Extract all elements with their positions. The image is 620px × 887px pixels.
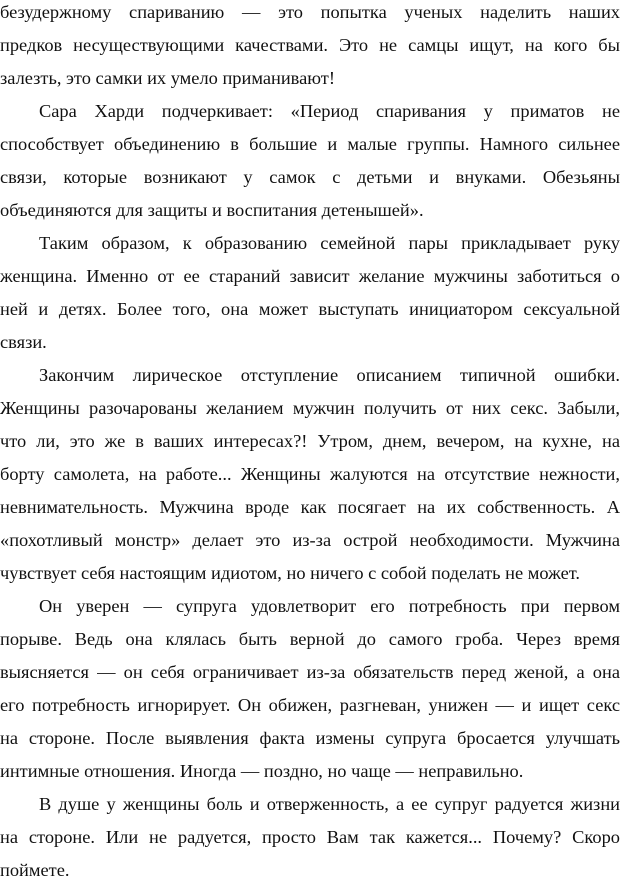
text-line: поймете.	[0, 860, 70, 880]
text-line: связи.	[0, 332, 47, 352]
text-line: его потребность игнорирует. Он обижен, разгневан, унижен — и ищет секс	[0, 695, 620, 715]
text-line: безудержному спариванию — это попытка ученых наделить наших	[0, 2, 620, 22]
text-line: Женщины разочарованы желанием мужчин получить от них секс. Забыли,	[0, 398, 620, 418]
text-line: предков несуществующими качествами. Это не самцы ищут, на кого бы	[0, 35, 620, 55]
text-line: В душе у женщины боль и отверженность, а ее супруг радуется жизни	[39, 794, 620, 814]
text-line: чувствует себя настоящим идиотом, но ничего с собой поделать не может.	[0, 563, 580, 583]
text-line: выясняется — он себя ограничивает из-за обязательств перед женой, а она	[0, 662, 620, 682]
text-line: связи, которые возникают у самок с детьми и внуками. Обезьяны	[0, 167, 620, 187]
text-line: борту самолета, на работе... Женщины жалуются на отсутствие нежности,	[0, 464, 620, 484]
text-line: Закончим лирическое отступление описанием типичной ошибки.	[39, 365, 620, 385]
text-line: порыве. Ведь она клялась быть верной до самого гроба. Через время	[0, 629, 620, 649]
text-line: «похотливый монстр» делает это из-за острой необходимости. Мужчина	[0, 530, 620, 550]
text-line: Он уверен — супруга удовлетворит его потребность при первом	[39, 596, 620, 616]
text-line: что ли, это же в ваших интересах?! Утром, днем, вечером, на кухне, на	[0, 431, 620, 451]
text-line: интимные отношения. Иногда — поздно, но чаще — неправильно.	[0, 761, 524, 781]
text-line: залезть, это самки их умело приманивают!	[0, 68, 335, 88]
text-line: невнимательность. Мужчина вроде как посягает на их собственность. А	[0, 497, 620, 517]
text-line: ней и детях. Более того, она может выступать инициатором сексуальной	[0, 299, 620, 319]
text-line: объединяются для защиты и воспитания детенышей».	[0, 200, 424, 220]
text-line: на стороне. После выявления факта измены супруга бросается улучшать	[0, 728, 620, 748]
text-line: женщина. Именно от ее стараний зависит желание мужчины заботиться о	[0, 266, 620, 286]
text-line: на стороне. Или не радуется, просто Вам так кажется... Почему? Скоро	[0, 827, 620, 847]
text-line: Таким образом, к образованию семейной пары прикладывает руку	[39, 233, 620, 253]
text-line: Сара Харди подчеркивает: «Период спаривания у приматов не	[39, 101, 620, 121]
text-line: способствует объединению в большие и малые группы. Намного сильнее	[0, 134, 620, 154]
